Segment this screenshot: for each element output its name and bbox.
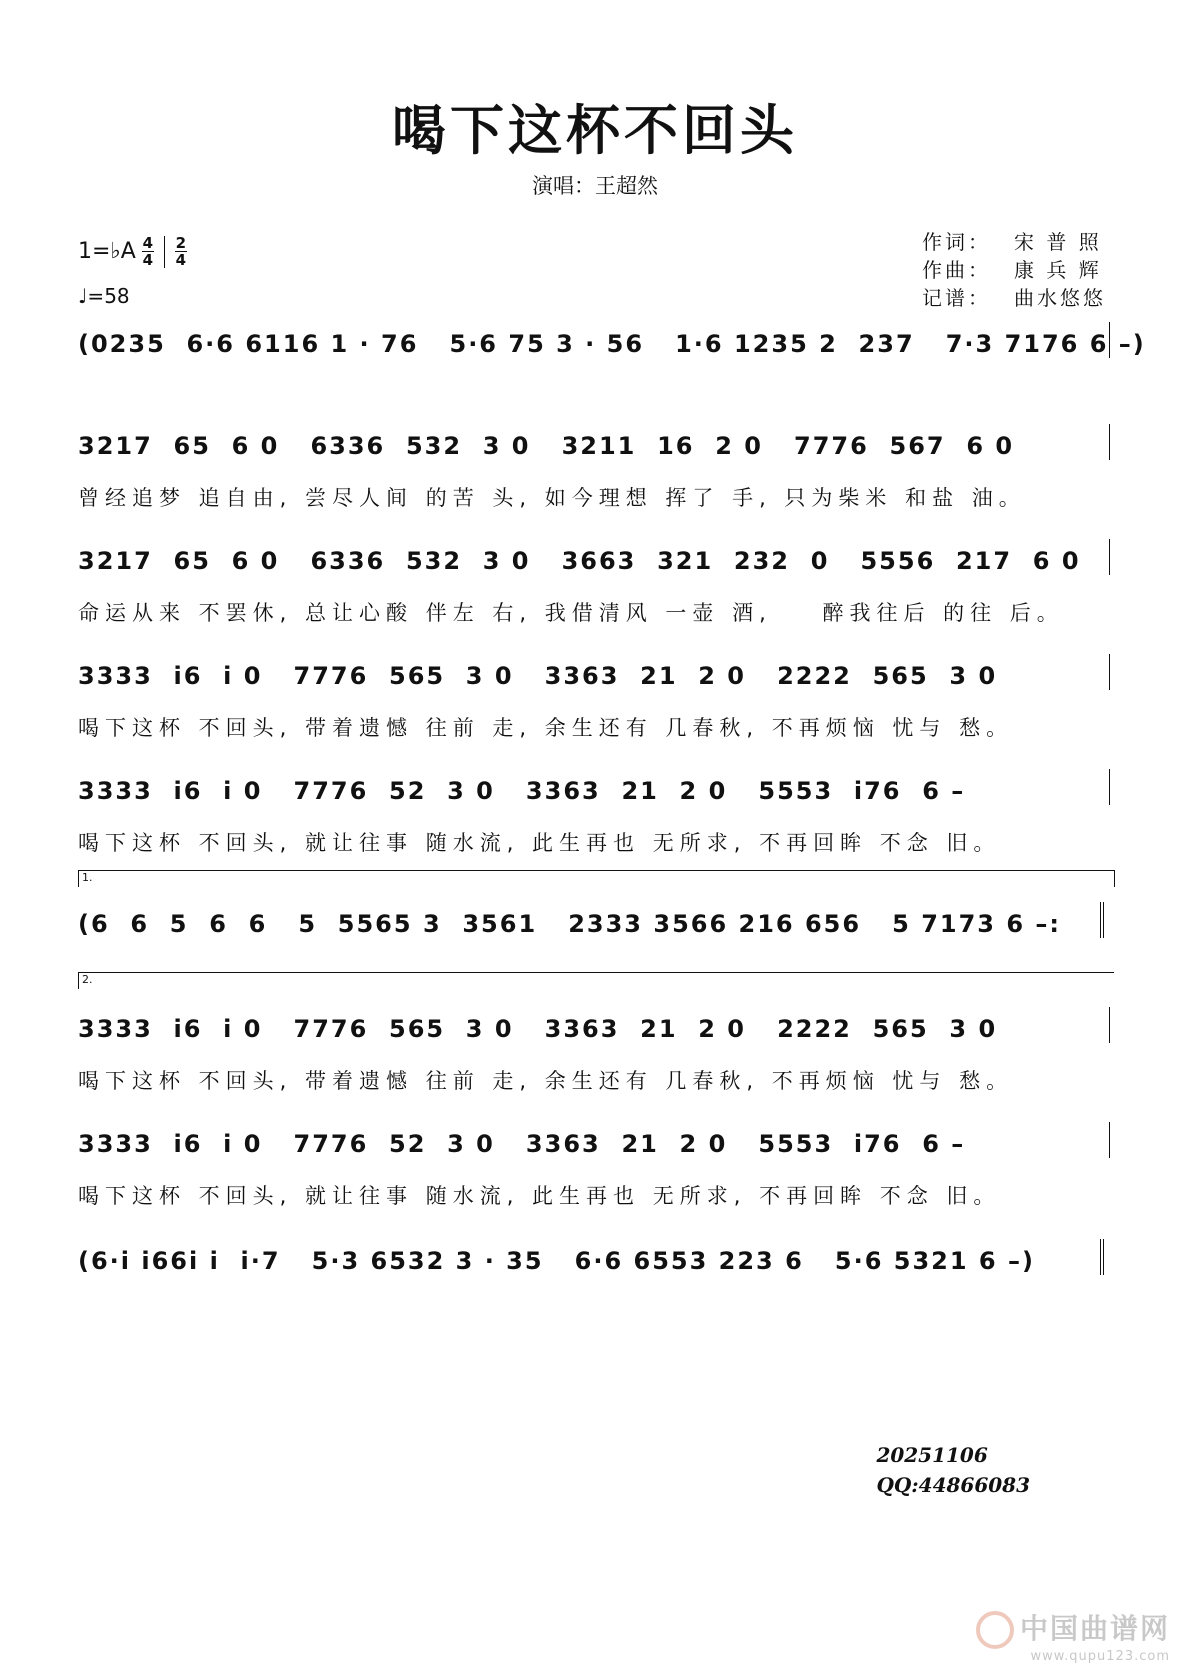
score-line-verse2: [78, 535, 1110, 627]
score-line-chorus2b: [78, 1118, 1110, 1210]
singer-credit: 演唱：王超然: [532, 174, 658, 198]
credit-transcriber: 记谱： 曲水悠悠: [922, 286, 1106, 310]
transcription-date: 20251106: [876, 1443, 988, 1467]
notes-chorus1a: 3333 i6 i 0 7776 565 3 0 3363 21 2 0 2222 565 3 0: [78, 650, 1110, 690]
song-title: 喝下这杯不回头: [392, 98, 798, 162]
credit-composer: 作曲： 康 兵 辉: [922, 258, 1102, 282]
key-and-tempo: [78, 235, 187, 308]
lyrics-verse2: 命运从来 不罢休, 总让心酸 伴左 右, 我借清风 一壶 酒, 醉我往后 的往 后。: [78, 601, 1064, 625]
lyrics-verse1: 曾经追梦 追自由, 尝尽人间 的苦 头, 如今理想 挥了 手, 只为柴米 和盐 油。: [78, 486, 1026, 510]
lyrics-chorus2a: 喝下这杯 不回头, 带着遗憾 往前 走, 余生还有 几春秋, 不再烦恼 忧与 愁。: [78, 1069, 1014, 1093]
lyrics-chorus2b: 喝下这杯 不回头, 就让往事 随水流, 此生再也 无所求, 不再回眸 不念 旧。: [78, 1184, 1001, 1208]
time-signature-separator: [164, 236, 165, 268]
score-line-outro: [78, 1235, 1110, 1275]
notes-outro: (6·i i66i i i·7 5·3 6532 3 · 35 6·6 6553 223 6 5·6 5321 6 –): [78, 1235, 1110, 1275]
notes-intro: (0235 6·6 6116 1 · 76 5·6 75 3 · 56 1·6 1235 2 237 7·3 7176 6 –): [78, 318, 1110, 358]
watermark-url: www.qupu123.com: [1030, 1649, 1170, 1664]
site-watermark: [976, 1607, 1170, 1664]
score-line-interlude: [78, 898, 1110, 938]
key-label: 1=♭A: [78, 239, 136, 264]
score-line-intro: [78, 318, 1146, 358]
volta-bracket-2: 2.: [78, 972, 1114, 989]
watermark-logo-icon: [976, 1611, 1014, 1649]
lyrics-chorus1b: 喝下这杯 不回头, 就让往事 随水流, 此生再也 无所求, 不再回眸 不念 旧。: [78, 831, 1001, 855]
transcription-footer: [876, 1440, 1030, 1500]
time-signature-b: $\frac{2}{4}$: [175, 234, 187, 269]
watermark-brand: 中国曲谱网: [976, 1607, 1170, 1649]
notes-chorus2a: 3333 i6 i 0 7776 565 3 0 3363 21 2 0 2222 565 3 0: [78, 1003, 1110, 1043]
score-line-chorus1a: [78, 650, 1110, 742]
time-signature-a: $\frac{4}{4}$: [142, 234, 154, 269]
notes-interlude: (6 6 5 6 6 5 5565 3 3561 2333 3566 216 656 5 7173 6 –:: [78, 898, 1110, 938]
key-signature: [78, 235, 187, 268]
notes-chorus2b: 3333 i6 i 0 7776 52 3 0 3363 21 2 0 5553 i76 6 –: [78, 1118, 1110, 1158]
lyrics-chorus1a: 喝下这杯 不回头, 带着遗憾 往前 走, 余生还有 几春秋, 不再烦恼 忧与 愁。: [78, 716, 1014, 740]
credit-lyricist: 作词： 宋 普 照: [922, 230, 1102, 254]
notes-chorus1b: 3333 i6 i 0 7776 52 3 0 3363 21 2 0 5553 i76 6 –: [78, 765, 1110, 805]
notes-verse2: 3217 65 6 0 6336 532 3 0 3663 321 232 0 5556 217 6 0: [78, 535, 1110, 575]
score-line-chorus1b: [78, 765, 1110, 857]
credits-block: [922, 228, 1106, 312]
score-line-verse1: [78, 420, 1110, 512]
score-line-chorus2a: [78, 1003, 1110, 1095]
notes-verse1: 3217 65 6 0 6336 532 3 0 3211 16 2 0 7776 567 6 0: [78, 420, 1110, 460]
tempo-marking: ♩=58: [78, 284, 130, 308]
volta-bracket-1: 1.: [78, 870, 1115, 887]
transcriber-qq: QQ:44866083: [876, 1473, 1030, 1497]
